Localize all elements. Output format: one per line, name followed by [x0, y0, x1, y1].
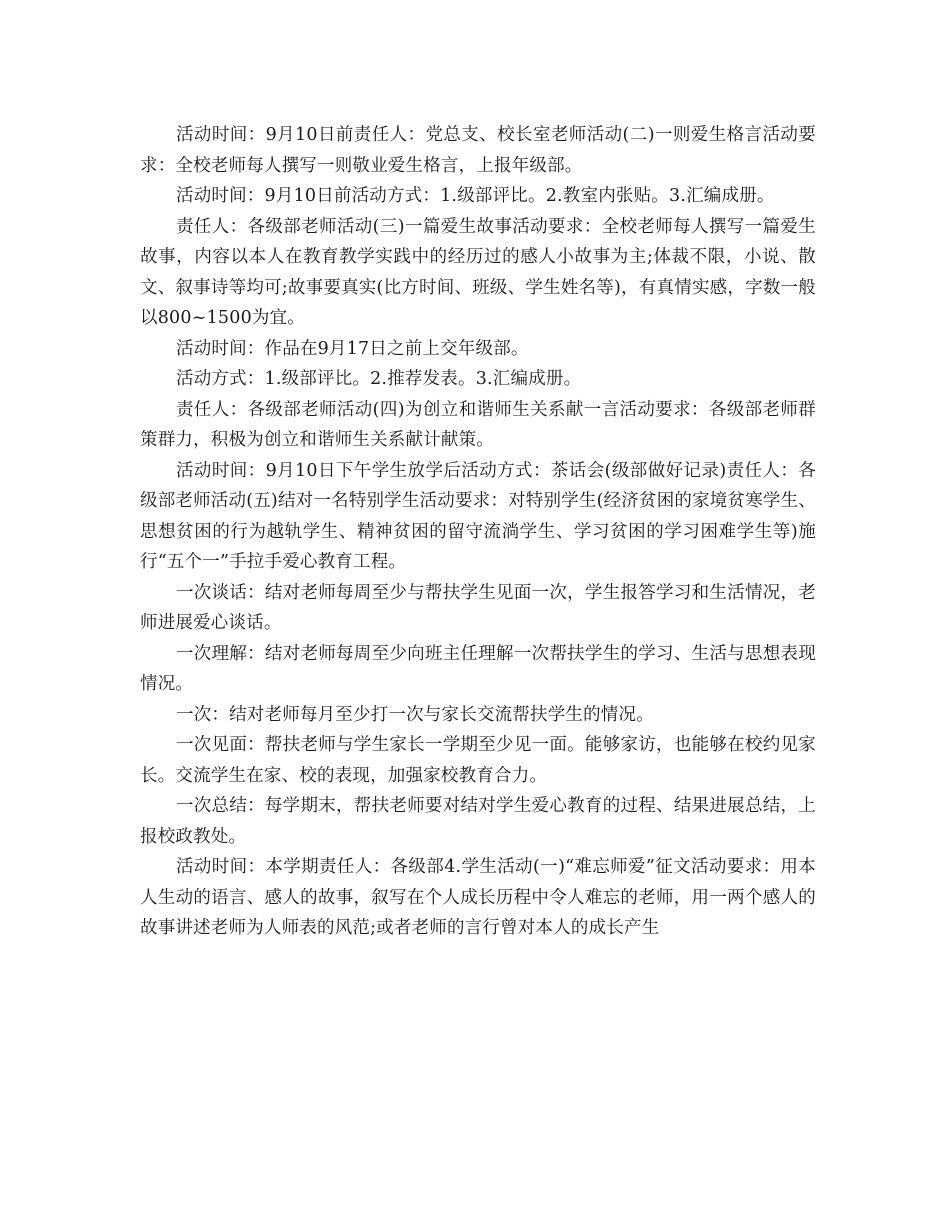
paragraph-3: 责任人：各级部老师活动(三)一篇爱生故事活动要求：全校老师每人撰写一篇爱生故事，内容以本人在教育教学实践中的经历过的感人小故事为主;体裁不限，小说、散文、叙事诗等均可;故事要真实(比方时间、班级、学生姓名等)，有真情实感，字数一般以800~1500为宜。 [140, 216, 816, 328]
paragraph-13: 活动时间：本学期责任人：各级部4.学生活动(一)“难忘师爱”征文活动要求：用本人生动的语言、感人的故事，叙写在个人成长历程中令人难忘的老师，用一两个感人的故事讲述老师为人师表的风范;或者老师的言行曾对本人的成长产生 [140, 857, 816, 938]
paragraph-7: 活动时间：9月10日下午学生放学后活动方式：茶话会(级部做好记录)责任人：各级部老师活动(五)结对一名特别学生活动要求：对特别学生(经济贫困的家境贫寒学生、思想贫困的行为越轨学生、精神贫困的留守流淌学生、学习贫困的学习困难学生等)施行“五个一”手拉手爱心教育工程。 [140, 460, 816, 572]
paragraph-6: 责任人：各级部老师活动(四)为创立和谐师生关系献一言活动要求：各级部老师群策群力，积极为创立和谐师生关系献计献策。 [140, 399, 816, 450]
paragraph-9: 一次理解：结对老师每周至少向班主任理解一次帮扶学生的学习、生活与思想表现情况。 [140, 643, 816, 694]
paragraph-4: 活动时间：作品在9月17日之前上交年级部。 [176, 338, 529, 359]
document-body [140, 120, 816, 944]
paragraph-5: 活动方式：1.级部评比。2.推荐发表。3.汇编成册。 [176, 369, 582, 389]
paragraph-12: 一次总结：每学期末，帮扶老师要对结对学生爱心教育的过程、结果进展总结，上报校政教处。 [140, 796, 816, 847]
paragraph-1: 活动时间：9月10日前责任人：党总支、校长室老师活动(二)一则爱生格言活动要求：全校老师每人撰写一则敬业爱生格言，上报年级部。 [140, 125, 816, 176]
paragraph-11: 一次见面：帮扶老师与学生家长一学期至少见一面。能够家访，也能够在校约见家长。交流学生在家、校的表现，加强家校教育合力。 [140, 735, 816, 786]
paragraph-2: 活动时间：9月10日前活动方式：1.级部评比。2.教室内张贴。3.汇编成册。 [176, 186, 775, 206]
paragraph-8: 一次谈话：结对老师每周至少与帮扶学生见面一次，学生报答学习和生活情况，老师进展爱心谈话。 [140, 582, 816, 633]
paragraph-10: 一次：结对老师每月至少打一次与家长交流帮扶学生的情况。 [176, 704, 654, 725]
